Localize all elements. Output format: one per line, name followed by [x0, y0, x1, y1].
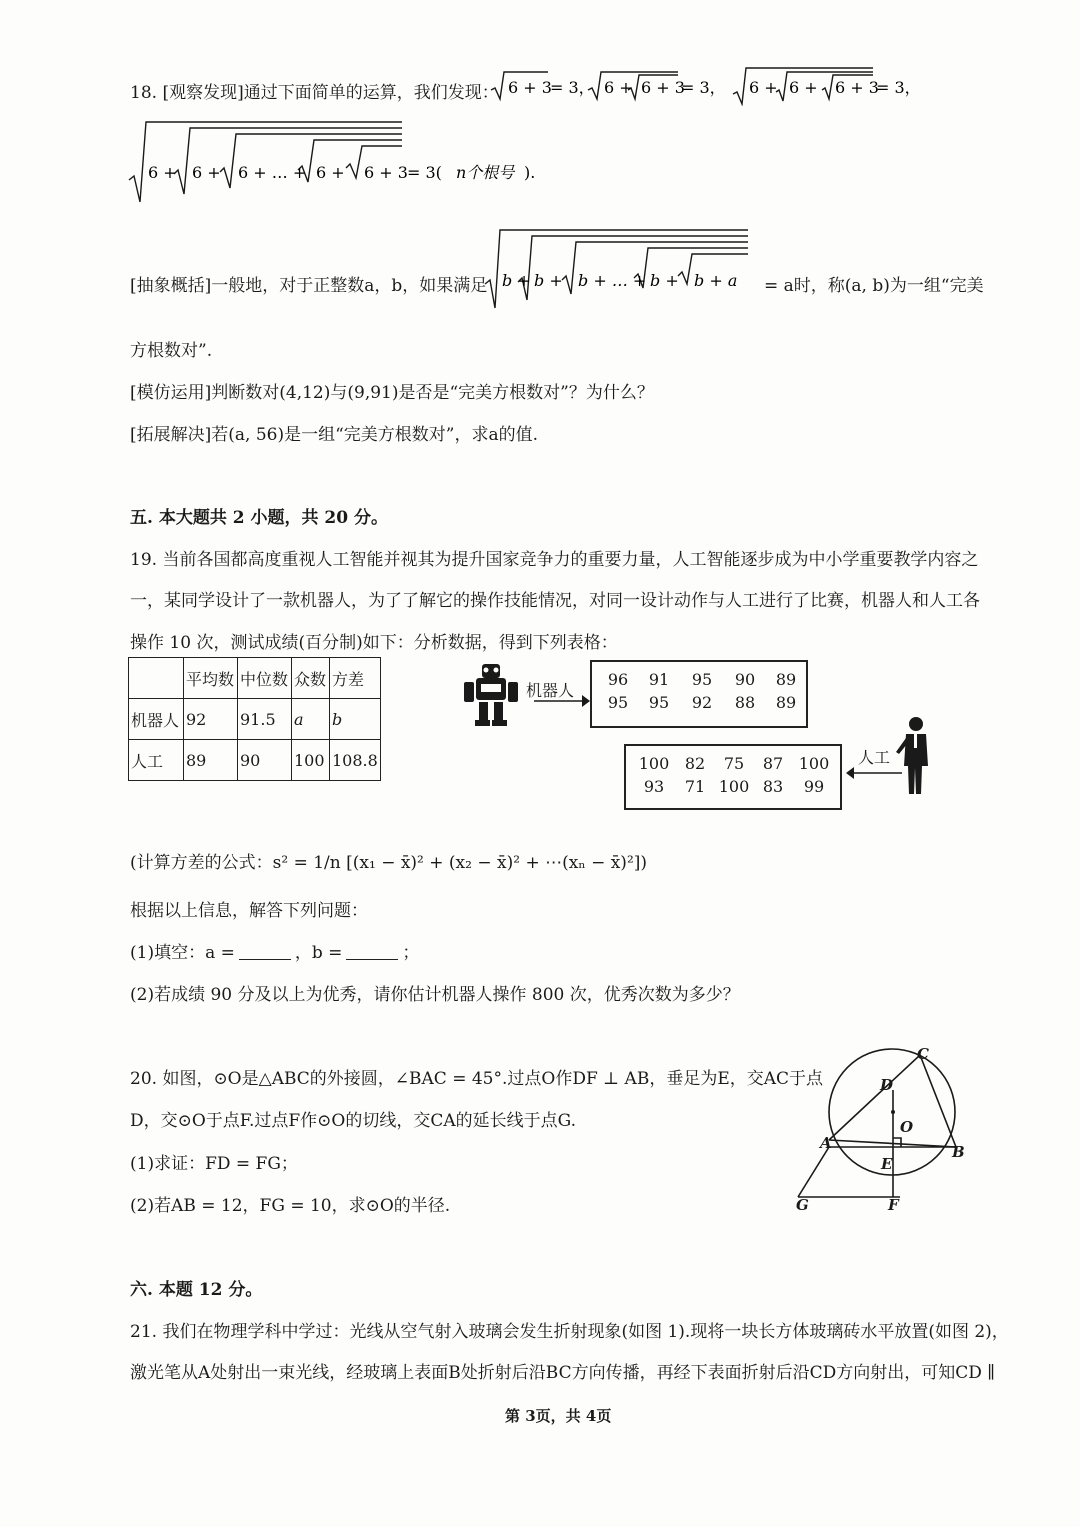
table-header-cell: 众数 — [292, 658, 330, 699]
q18-abs-term-5: b + a — [694, 271, 738, 290]
table-cell: 108.8 — [330, 740, 381, 781]
q18-gen-note: n个根号 — [456, 163, 515, 182]
q18-ex1-eq: = 3， — [550, 78, 595, 97]
q18-general-radical — [126, 118, 546, 208]
table-cell: 91.5 — [238, 699, 292, 740]
q19-part-1 — [130, 938, 419, 963]
q18-ex3-a: 6 + — [749, 78, 778, 97]
q18-gen-result: = 3( — [407, 163, 442, 182]
q18-abstract-line2: 方根数对”. — [130, 341, 213, 361]
label-g: G — [796, 1196, 809, 1214]
q18-extend: [拓展解决]若(a, 56)是一组“完美方根数对”，求a的值. — [130, 425, 539, 445]
robot-scores-row — [598, 693, 806, 712]
robot-scores-box — [590, 660, 808, 728]
table-header-cell: 方差 — [330, 658, 381, 699]
score-cell: 82 — [684, 754, 706, 773]
q18-gen-term-2: 6 + — [192, 163, 221, 182]
q18-ex3-c: 6 + 3 — [835, 78, 879, 97]
q19-part-2: (2)若成绩 90 分及以上为优秀，请你估计机器人操作 800 次，优秀次数为多少？ — [130, 985, 740, 1005]
label-c: C — [917, 1045, 929, 1063]
q20-part-1: (1)求证：FD = FG； — [130, 1154, 298, 1174]
human-scores-box — [624, 744, 842, 810]
human-scores-row — [632, 777, 840, 796]
q18-gen-term-3: 6 + … + — [238, 163, 307, 182]
q19-p1-b: ，b = — [294, 943, 343, 963]
score-cell: 96 — [607, 670, 629, 689]
q18-abs-term-2: b + — [534, 271, 563, 290]
table-header-cell: 中位数 — [238, 658, 292, 699]
answer-blank-a — [239, 943, 291, 960]
page-footer: 第 3页，共 4页 — [505, 1407, 612, 1425]
table-cell: a — [292, 699, 330, 740]
robot-arrow-icon — [534, 694, 590, 708]
robot-icon — [462, 662, 522, 728]
q18-ex1-text: 6 + 3 — [508, 78, 552, 97]
q19-prompt: 根据以上信息，解答下列问题： — [130, 901, 368, 921]
score-cell: 87 — [762, 754, 784, 773]
section-5-heading: 五. 本大题共 2 小题，共 20 分。 — [130, 508, 388, 528]
table-cell: b — [330, 699, 381, 740]
q20-part-2: (2)若AB = 12，FG = 10，求⊙O的半径. — [130, 1196, 451, 1216]
person-icon — [894, 714, 934, 796]
q20-line-2: D，交⊙O于点F.过点F作⊙O的切线，交CA的延长线于点G. — [130, 1111, 577, 1131]
q18-ex2-a: 6 + — [604, 78, 633, 97]
center-point — [891, 1110, 895, 1114]
q19-p1-c: ； — [402, 943, 420, 963]
q18-gen-end: ). — [524, 163, 536, 182]
q19-stats-table — [128, 657, 381, 781]
q18-abs-term-1: b + — [502, 271, 531, 290]
q19-line-1: 19. 当前各国都高度重视人工智能并视其为提升国家竞争力的重要力量，人工智能逐步成为中小学重要教学内容之 — [130, 550, 979, 570]
score-cell: 99 — [803, 777, 825, 796]
score-cell: 75 — [723, 754, 745, 773]
score-cell: 95 — [607, 693, 629, 712]
q19-line-2: 一，某同学设计了一款机器人，为了了解它的操作技能情况，对同一设计动作与人工进行了比赛，机器人和人工各 — [130, 591, 980, 611]
robot-scores-row — [598, 670, 806, 689]
table-header-row — [129, 658, 381, 699]
score-cell: 89 — [775, 670, 797, 689]
score-cell: 93 — [643, 777, 665, 796]
score-cell: 100 — [718, 777, 750, 796]
score-cell: 95 — [691, 670, 713, 689]
label-o: O — [900, 1118, 914, 1136]
q19-p1-a: (1)填空：a = — [130, 943, 235, 963]
q21-line-2: 激光笔从A处射出一束光线，经玻璃上表面B处折射后沿BC方向传播，再经下表面折射后沿CD方向射出，可知CD ∥ — [130, 1363, 996, 1383]
q18-ex2-b: 6 + 3 — [641, 78, 685, 97]
human-scores-row — [632, 754, 840, 773]
table-cell: 90 — [238, 740, 292, 781]
q19-line-3: 操作 10 次，测试成绩(百分制)如下：分析数据，得到下列表格： — [130, 633, 618, 653]
q20-line-1: 20. 如图，⊙O是△ABC的外接圆，∠BAC = 45°.过点O作DF ⊥ AB，垂足为E，交AC于点 — [130, 1069, 824, 1089]
label-b: B — [952, 1143, 965, 1161]
q18-intro: 18. [观察发现]通过下面简单的运算，我们发现： — [130, 83, 499, 103]
q18-apply: [模仿运用]判断数对(4,12)与(9,91)是否是“完美方根数对”？为什么？ — [130, 383, 654, 403]
q18-intro-line — [130, 78, 499, 103]
score-cell: 89 — [775, 693, 797, 712]
q18-gen-term-5: 6 + 3 — [364, 163, 408, 182]
label-e: E — [881, 1155, 893, 1173]
q18-abstract-radical — [482, 226, 762, 312]
answer-blank-b — [346, 943, 398, 960]
table-cell: 92 — [184, 699, 238, 740]
score-cell: 92 — [691, 693, 713, 712]
q18-ex3-eq: = 3， — [876, 78, 921, 97]
table-row — [129, 699, 381, 740]
q18-abs-term-3: b + … + — [578, 271, 647, 290]
score-cell: 88 — [734, 693, 756, 712]
q18-gen-term-1: 6 + — [148, 163, 177, 182]
table-cell: 100 — [292, 740, 330, 781]
score-cell: 90 — [734, 670, 756, 689]
table-cell: 机器人 — [129, 699, 184, 740]
q18-gen-term-4: 6 + — [316, 163, 345, 182]
q18-abstract-suffix: = a时，称(a, b)为一组“完美 — [764, 276, 984, 296]
table-row — [129, 740, 381, 781]
score-cell: 83 — [762, 777, 784, 796]
table-header-cell: 平均数 — [184, 658, 238, 699]
q18-abstract-prefix: [抽象概括]一般地，对于正整数a，b，如果满足 — [130, 276, 488, 296]
table-cell: 人工 — [129, 740, 184, 781]
robot-label: 机器人 — [526, 681, 575, 700]
q19-formula: (计算方差的公式：s² = 1/n [(x₁ − x̄)² + (x₂ − x̄)² + ⋯(xₙ − x̄)²]) — [130, 853, 648, 873]
label-a: A — [820, 1134, 832, 1152]
q18-ex2-eq: = 3， — [681, 78, 726, 97]
q18-ex3-b: 6 + — [789, 78, 818, 97]
q18-examples-svg — [488, 66, 928, 106]
table-cell: 89 — [184, 740, 238, 781]
score-cell: 100 — [638, 754, 670, 773]
score-cell: 95 — [648, 693, 670, 712]
score-cell: 91 — [648, 670, 670, 689]
section-6-heading: 六. 本题 12 分。 — [130, 1280, 263, 1300]
human-label: 人工 — [858, 748, 891, 767]
q18-abs-term-4: b + — [650, 271, 679, 290]
score-cell: 100 — [798, 754, 830, 773]
label-d: D — [880, 1076, 894, 1094]
score-cell: 71 — [684, 777, 706, 796]
q21-line-1: 21. 我们在物理学科中学过：光线从空气射入玻璃会发生折射现象(如图 1).现将一块长方体玻璃砖水平放置(如图 2)， — [130, 1322, 1009, 1342]
table-header-cell — [129, 658, 184, 699]
q20-geometry-figure — [790, 1040, 990, 1215]
label-f: F — [888, 1196, 899, 1214]
